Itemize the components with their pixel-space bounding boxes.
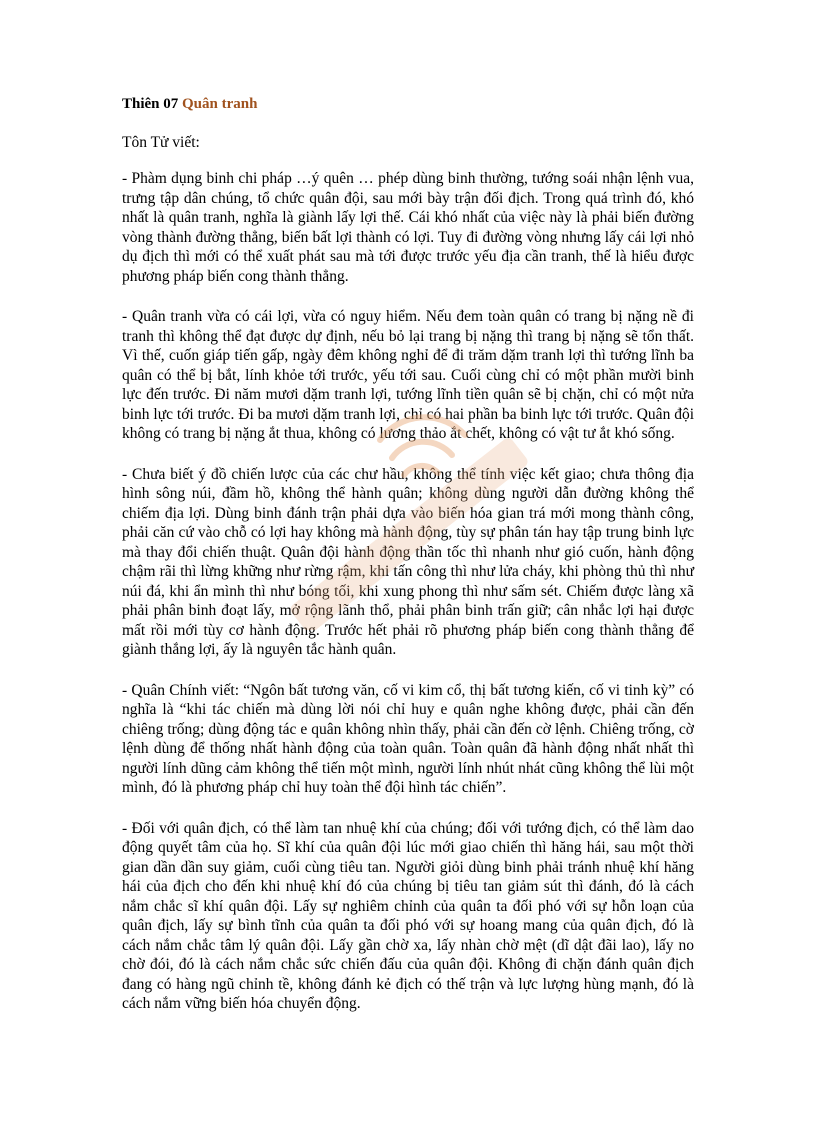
paragraph-4: - Quân Chính viết: “Ngôn bất tương văn, cố vi kim cổ, thị bất tương kiến, cố vi tinh kỳ” có nghĩa là “khi tác chiến mà dùng lời nói chỉ huy e quân nghe không được, phải cần đến chiêng trống; dùng động tác e quân không nhìn thấy, phải cần đến cờ lệnh. Chiêng trống, cờ lệnh dùng để thống nhất hành động của toàn quân. Toàn quân đã hành động nhất nhất thì người lính dũng cảm không thể tiến một mình, người lính nhút nhát cũng không thể lùi một mình, đó là phương pháp chỉ huy toàn thể đội hình tác chiến”.	[122, 681, 694, 796]
document-page	[122, 93, 694, 1014]
paragraph-5: - Đối với quân địch, có thể làm tan nhuệ khí của chúng; đối với tướng địch, có thể làm dao động quyết tâm của họ. Sĩ khí của quân đội lúc mới giao chiến thì hăng hái, sau một thời gian dần dần suy giảm, cuối cùng tiêu tan. Người giỏi dùng binh phải tránh nhuệ khí hăng hái của địch cho đến khi nhuệ khí đó của chúng bị tiêu tan giảm sút thì đánh, đó là cách nắm chắc sĩ khí quân đội. Lấy sự nghiêm chỉnh của quân ta đối phó với sự hỗn loạn của quân địch, lấy sự bình tĩnh của quân ta đối phó với sự hoang mang của quân địch, đó là cách nắm chắc tâm lý quân đội. Lấy gần chờ xa, lấy nhàn chờ mệt (dĩ dật đãi lao), lấy no chờ đói, đó là cách nắm chắc sức chiến đấu của quân đội. Không đi chặn đánh quân địch đang có hàng ngũ chỉnh tề, không đánh kẻ địch có thế trận và lực lượng hùng mạnh, đó là cách nắm vững biến hóa chuyển động.	[122, 819, 694, 1012]
chapter-number: Thiên 07	[122, 96, 179, 112]
chapter-title: Quân tranh	[182, 96, 258, 112]
paragraph-1: - Phàm dụng binh chi pháp …ý quên … phép dùng binh thường, tướng soái nhận lệnh vua, trưng tập dân chúng, tổ chức quân đội, sau mới bày trận đối địch. Trong quá trình đó, khó nhất là quân tranh, nghĩa là giành lấy lợi thế. Cái khó nhất của việc này là phải biến đường vòng thành đường thẳng, biến bất lợi thành có lợi. Tuy đi đường vòng nhưng lấy cái lợi nhỏ dụ địch thì mới có thể xuất phát sau mà tới được trước yếu địa cần tranh, thế là hiểu được phương pháp biến cong thành thẳng.	[122, 170, 694, 285]
paragraph-2: - Quân tranh vừa có cái lợi, vừa có nguy hiểm. Nếu đem toàn quân có trang bị nặng nề đi tranh thì không thể đạt được dự định, nếu bỏ lại trang bị nặng thì trang bị nặng sẽ tổn thất. Vì thế, cuốn giáp tiến gấp, ngày đêm không nghỉ để đi trăm dặm tranh lợi thì tướng lĩnh ba quân có thể bị bắt, lính khỏe tới trước, yếu tới sau. Cuối cùng chỉ có một phần mười binh lực đến trước. Đi năm mươi dặm tranh lợi, tướng lĩnh tiền quân sẽ bị chặn, chỉ có một nửa binh lực tới trước. Đi ba mươi dặm tranh lợi, chỉ có hai phần ba binh lực tới trước. Quân đội không có trang bị nặng ắt thua, không có lương thảo ắt chết, không có vật tư ắt khó sống.	[122, 308, 694, 442]
intro-line: Tôn Tử viết:	[122, 134, 200, 151]
paragraph-3: - Chưa biết ý đồ chiến lược của các chư hầu, không thể tính việc kết giao; chưa thông địa hình sông núi, đầm hồ, không thể hành quân; không dùng người dẫn đường không thể chiếm địa lợi. Dùng binh đánh trận phải dựa vào biến hóa gian trá mới mong thành công, phải căn cứ vào chỗ có lợi hay không mà hành động, tùy sự phân tán hay tập trung binh lực mà thay đổi chiến thuật. Quân đội hành động thần tốc thì nhanh như gió cuốn, hành động chậm rãi thì lừng khững như rừng rậm, khi tấn công thì như lửa cháy, khi phòng thủ thì như núi đá, khi ẩn mình thì như bóng tối, khi xung phong thì như sấm sét. Chiếm được làng xã phải phân binh đoạt lấy, mở rộng lãnh thổ, phải phân binh trấn giữ; cân nhắc lợi hại được mất rồi mới tùy cơ hành động. Trước hết phải rõ phương pháp biến cong thành thẳng để giành thắng lợi, ấy là nguyên tắc hành quân.	[122, 465, 694, 658]
chapter-heading	[122, 93, 694, 115]
